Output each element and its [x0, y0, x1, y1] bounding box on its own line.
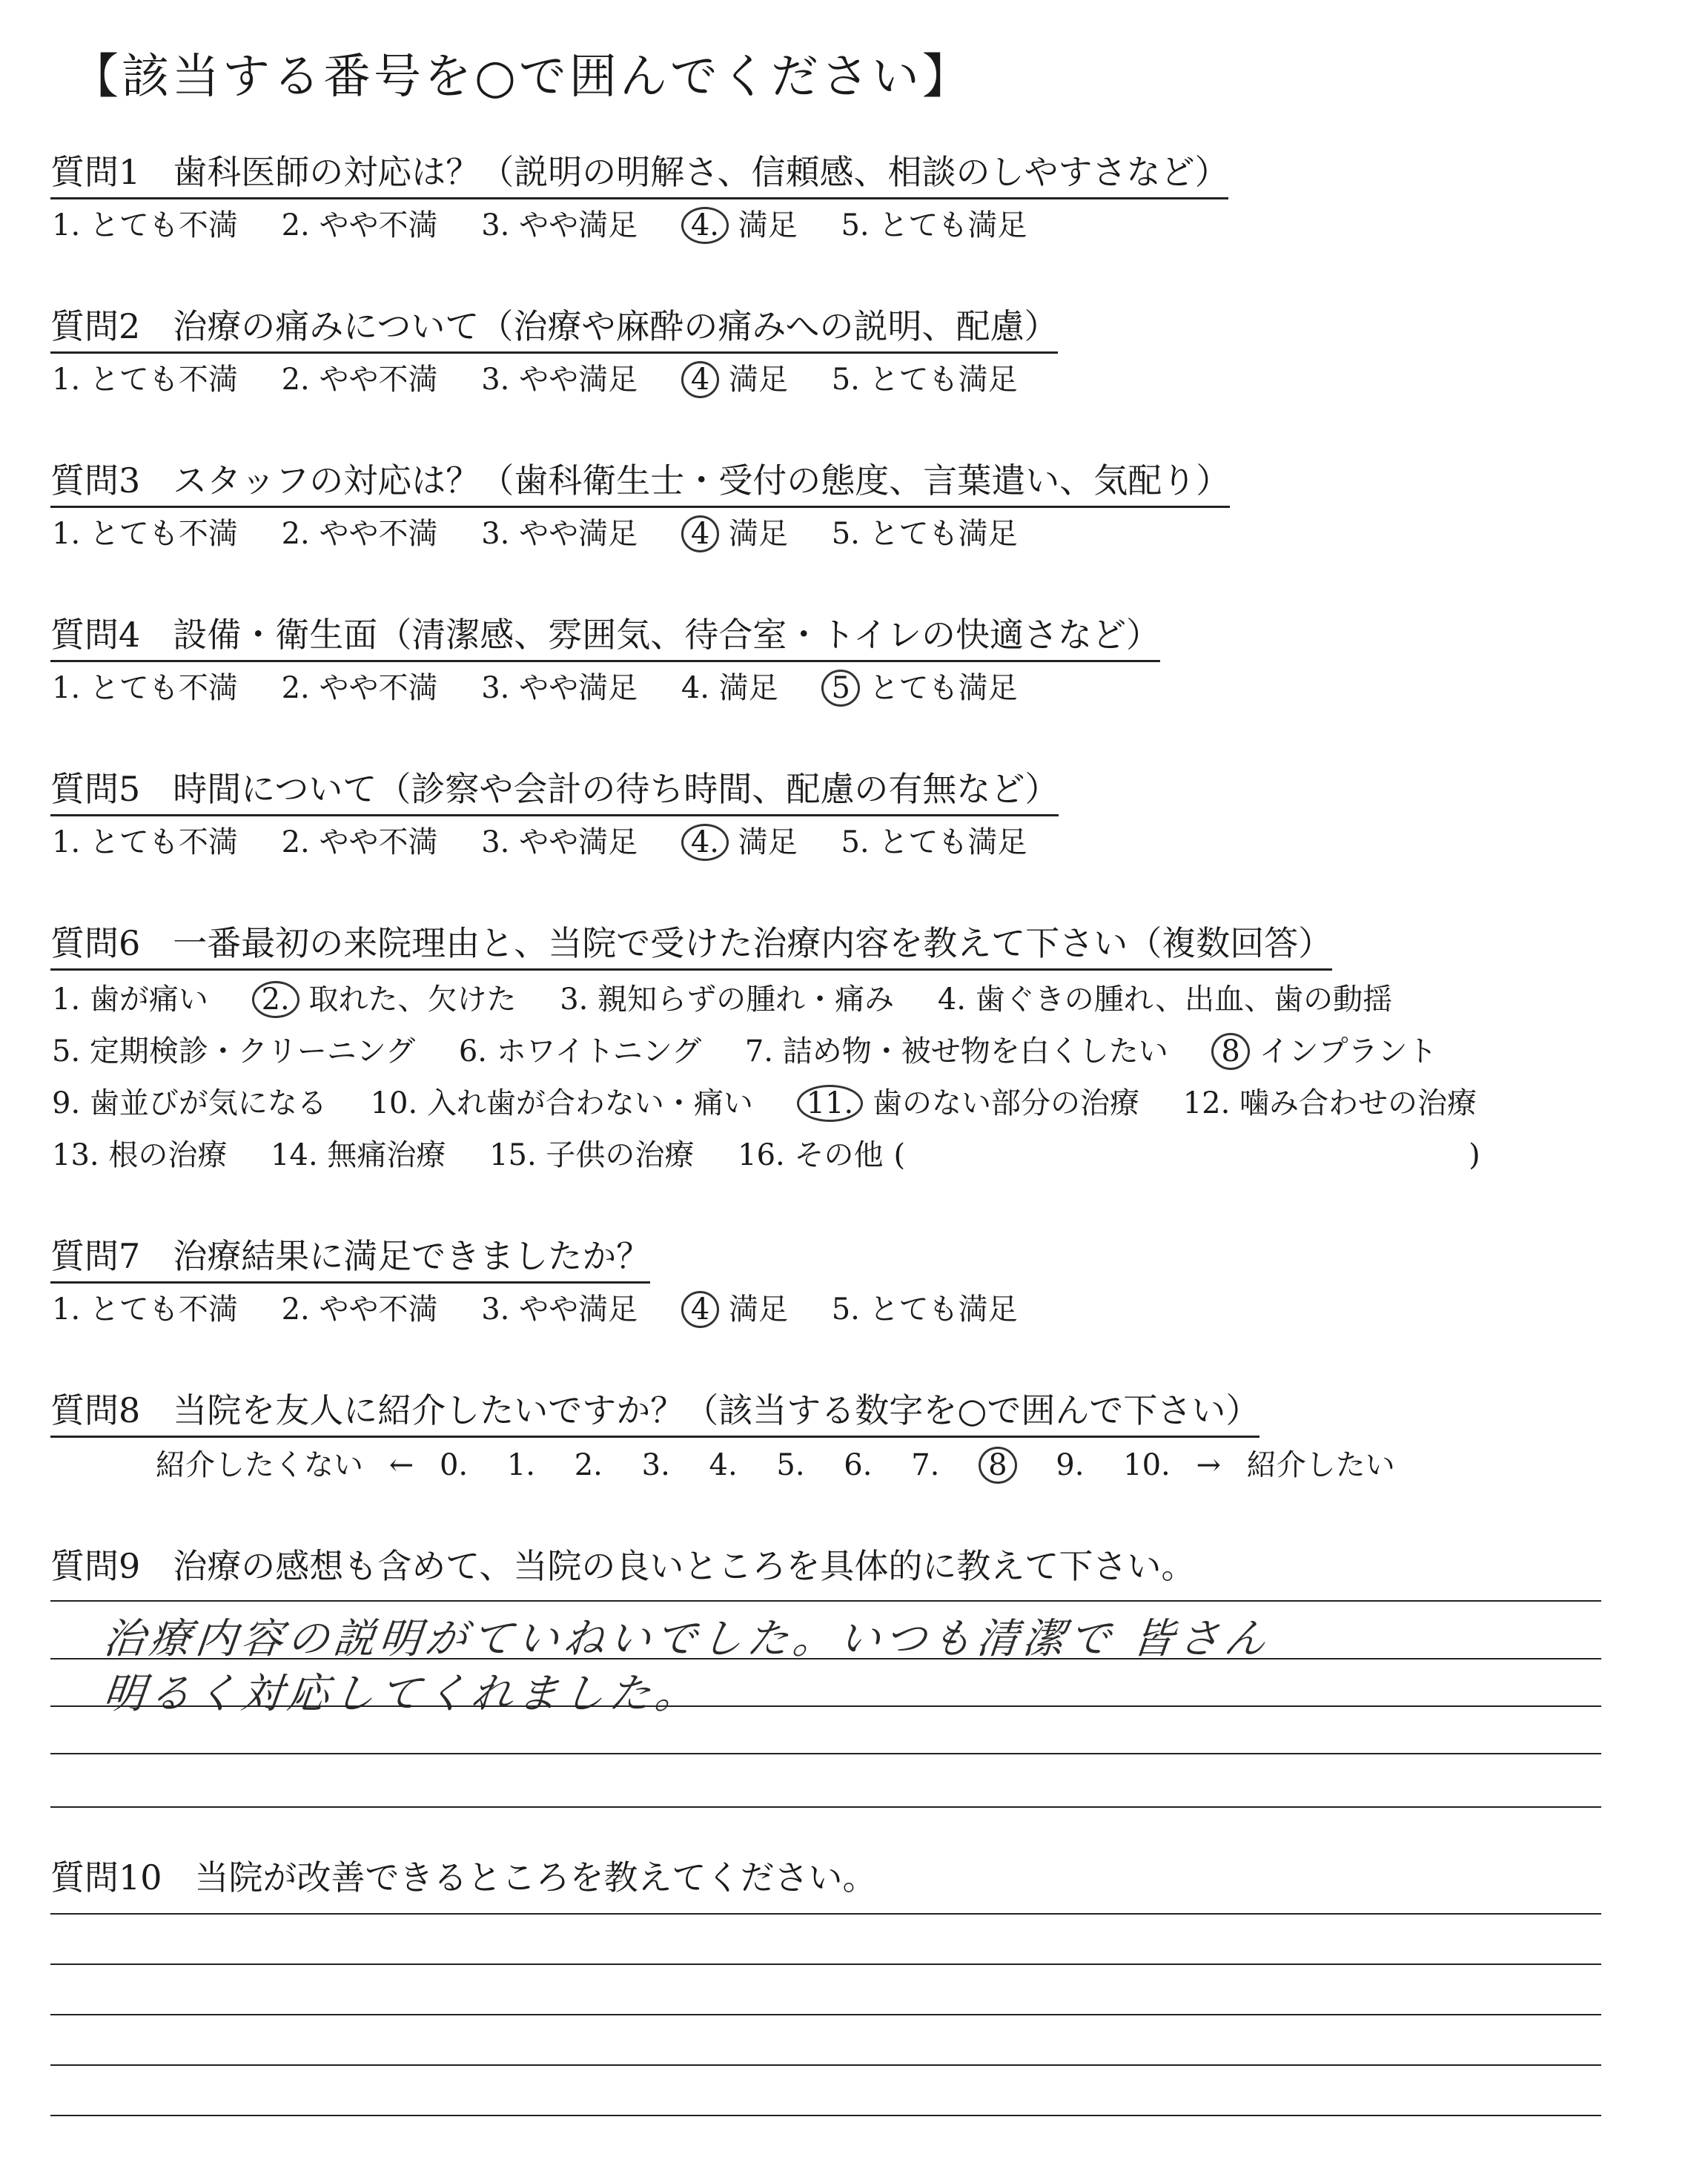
option-11-selected[interactable]: [797, 1080, 1139, 1122]
circled-number: 4.: [681, 207, 729, 244]
option-3[interactable]: 3. 親知らずの腫れ・痛み: [560, 982, 895, 1017]
question-3-options: [52, 510, 1018, 552]
scale-option-10[interactable]: 10.: [1123, 1448, 1171, 1482]
option-2[interactable]: 2. やや不満: [281, 671, 438, 705]
option-4-selected[interactable]: [681, 202, 798, 244]
circled-number: 8: [979, 1447, 1016, 1484]
question-6-row-1: [52, 976, 1392, 1018]
other-close-paren: ): [1469, 1138, 1480, 1172]
circled-number: 5: [821, 670, 859, 707]
option-label: とても満足: [869, 671, 1018, 705]
option-5[interactable]: 5. とても満足: [831, 517, 1018, 551]
question-text: 設備・衛生面（清潔感、雰囲気、待合室・トイレの快適さなど）: [173, 615, 1160, 655]
answer-line: [50, 2014, 1601, 2015]
option-label: 満足: [738, 208, 798, 242]
option-15[interactable]: 15. 子供の治療: [489, 1138, 695, 1172]
option-4-selected[interactable]: [681, 510, 788, 552]
scale-option-8-selected[interactable]: [979, 1448, 1016, 1482]
question-text: 時間について（診察や会計の待ち時間、配慮の有無など）: [173, 769, 1059, 809]
option-16[interactable]: [738, 1132, 1480, 1174]
answer-line: [50, 1658, 1601, 1659]
option-1[interactable]: 1. とても不満: [52, 1292, 238, 1327]
question-text: 治療結果に満足できましたか？: [173, 1236, 651, 1276]
question-9-title: [50, 1539, 1195, 1591]
option-3[interactable]: 3. やや満足: [481, 363, 638, 397]
option-5[interactable]: 5. とても満足: [841, 208, 1027, 242]
option-1[interactable]: 1. とても不満: [52, 825, 238, 859]
question-8-scale: [156, 1441, 1395, 1484]
option-label: 満足: [738, 825, 798, 859]
option-1[interactable]: 1. とても不満: [52, 671, 238, 705]
option-5[interactable]: 5. とても満足: [841, 825, 1027, 859]
question-number: 質問10: [50, 1857, 162, 1898]
option-9[interactable]: 9. 歯並びが気になる: [52, 1086, 327, 1120]
circled-number: 8: [1211, 1033, 1249, 1070]
question-text: 治療の感想も含めて、当院の良いところを具体的に教えて下さい。: [173, 1546, 1196, 1586]
option-3[interactable]: 3. やや満足: [481, 671, 638, 705]
scale-right-label: 紹介したい: [1246, 1448, 1395, 1482]
question-number: 質問5: [50, 769, 141, 809]
question-number: 質問9: [50, 1546, 141, 1586]
question-1-title: [50, 145, 1228, 199]
question-3-title: [50, 454, 1230, 508]
question-number: 質問4: [50, 615, 141, 655]
option-4-selected[interactable]: [681, 356, 788, 398]
question-number: 質問3: [50, 460, 141, 501]
option-1[interactable]: 1. とても不満: [52, 517, 238, 551]
question-text: 歯科医師の対応は？（説明の明解さ、信頼感、相談のしやすさなど）: [173, 152, 1229, 192]
question-6-row-2: [52, 1028, 1437, 1070]
circled-number: 2.: [252, 981, 299, 1018]
other-open-paren: (: [893, 1138, 906, 1172]
option-10[interactable]: 10. 入れ歯が合わない・痛い: [370, 1086, 753, 1120]
question-5-options: [52, 819, 1027, 861]
question-4-title: [50, 608, 1160, 662]
option-label: インプラント: [1259, 1034, 1437, 1069]
handwritten-answer-line-2: 明るく対応してくれました。: [101, 1670, 704, 1718]
option-14[interactable]: 14. 無痛治療: [271, 1138, 446, 1172]
answer-line: [50, 1600, 1601, 1602]
option-7[interactable]: 7. 詰め物・被せ物を白くしたい: [744, 1034, 1168, 1069]
option-2[interactable]: 2. やや不満: [281, 363, 438, 397]
page-title: 【該当する番号を○で囲んでください】: [71, 50, 973, 105]
option-1[interactable]: 1. とても不満: [52, 363, 238, 397]
option-3[interactable]: 3. やや満足: [481, 208, 638, 242]
arrow-left-icon: ←: [388, 1448, 414, 1482]
scale-option-4[interactable]: 4.: [709, 1448, 738, 1482]
option-1[interactable]: 1. とても不満: [52, 208, 238, 242]
question-5-title: [50, 762, 1059, 816]
question-number: 質問6: [50, 923, 141, 963]
option-2[interactable]: 2. やや不満: [281, 208, 438, 242]
question-7-options: [52, 1286, 1018, 1328]
circled-number: 4: [681, 361, 719, 398]
answer-line: [50, 1964, 1601, 1965]
option-6[interactable]: 6. ホワイトニング: [458, 1034, 702, 1069]
scale-option-1[interactable]: 1.: [506, 1448, 536, 1482]
option-2[interactable]: 2. やや不満: [281, 1292, 438, 1327]
option-5[interactable]: 5. 定期検診・クリーニング: [52, 1034, 416, 1069]
question-text: 当院を友人に紹介したいですか？（該当する数字を○で囲んで下さい）: [173, 1390, 1260, 1430]
option-2[interactable]: 2. やや不満: [281, 825, 438, 859]
scale-option-5[interactable]: 5.: [776, 1448, 805, 1482]
option-1[interactable]: 1. 歯が痛い: [52, 982, 208, 1017]
option-label: 取れた、欠けた: [308, 982, 517, 1017]
option-4[interactable]: 4. 満足: [681, 671, 778, 705]
question-10-title: [50, 1851, 877, 1903]
handwritten-answer-line-1: 治療内容の説明がていねいでした。いつも清潔で 皆さん: [101, 1615, 1273, 1663]
option-label: 満足: [729, 363, 788, 397]
option-2-selected[interactable]: [252, 976, 517, 1018]
circled-number: 4: [681, 515, 719, 552]
question-text: スタッフの対応は？（歯科衛生士・受付の態度、言葉遣い、気配り）: [173, 460, 1231, 501]
answer-line: [50, 1753, 1601, 1754]
option-4-selected[interactable]: [681, 1286, 788, 1328]
question-number: 質問2: [50, 306, 141, 346]
option-3[interactable]: 3. やや満足: [481, 825, 638, 859]
scale-left-label: 紹介したくない: [156, 1448, 363, 1482]
question-text: 当院が改善できるところを教えてください。: [194, 1857, 877, 1898]
scale-option-3[interactable]: 3.: [641, 1448, 670, 1482]
question-6-title: [50, 916, 1332, 971]
option-3[interactable]: 3. やや満足: [481, 1292, 638, 1327]
scale-option-6[interactable]: 6.: [844, 1448, 873, 1482]
answer-line: [50, 2064, 1601, 2066]
option-label: 満足: [729, 517, 788, 551]
scale-option-2[interactable]: 2.: [574, 1448, 603, 1482]
circled-number: 4: [681, 1291, 719, 1328]
scale-option-9[interactable]: 9.: [1056, 1448, 1085, 1482]
answer-line: [50, 1806, 1601, 1808]
circled-number: 11.: [797, 1085, 864, 1122]
question-4-options: [52, 664, 1018, 707]
answer-line: [50, 2115, 1601, 2116]
question-number: 質問1: [50, 152, 141, 192]
circled-number: 4.: [681, 824, 729, 861]
option-label: 満足: [729, 1292, 788, 1327]
option-12[interactable]: 12. 噛み合わせの治療: [1182, 1086, 1477, 1120]
question-2-title: [50, 300, 1058, 354]
option-5-selected[interactable]: [821, 664, 1017, 707]
option-2[interactable]: 2. やや不満: [281, 517, 438, 551]
question-7-title: [50, 1229, 650, 1284]
question-2-options: [52, 356, 1018, 398]
option-5[interactable]: 5. とても満足: [831, 363, 1018, 397]
option-5[interactable]: 5. とても満足: [831, 1292, 1018, 1327]
option-13[interactable]: 13. 根の治療: [52, 1138, 228, 1172]
question-number: 質問7: [50, 1236, 141, 1276]
scale-option-0[interactable]: 0.: [439, 1448, 469, 1482]
option-4-selected[interactable]: [681, 819, 798, 861]
option-8-selected[interactable]: [1211, 1028, 1437, 1070]
question-6-row-4: [52, 1132, 1480, 1174]
option-label: 歯のない部分の治療: [873, 1086, 1139, 1120]
question-text: 一番最初の来院理由と、当院で受けた治療内容を教えて下さい（複数回答）: [173, 923, 1333, 963]
question-number: 質問8: [50, 1390, 141, 1430]
option-3[interactable]: 3. やや満足: [481, 517, 638, 551]
option-4[interactable]: 4. 歯ぐきの腫れ、出血、歯の動揺: [937, 982, 1393, 1017]
option-label: 16. その他: [738, 1138, 884, 1172]
arrow-right-icon: →: [1196, 1448, 1221, 1482]
scale-option-7[interactable]: 7.: [911, 1448, 940, 1482]
question-8-title: [50, 1384, 1260, 1438]
question-text: 治療の痛みについて（治療や麻酔の痛みへの説明、配慮）: [173, 306, 1059, 346]
question-1-options: [52, 202, 1027, 244]
question-6-row-3: [52, 1080, 1477, 1122]
answer-line: [50, 1705, 1601, 1707]
answer-line: [50, 1913, 1601, 1915]
